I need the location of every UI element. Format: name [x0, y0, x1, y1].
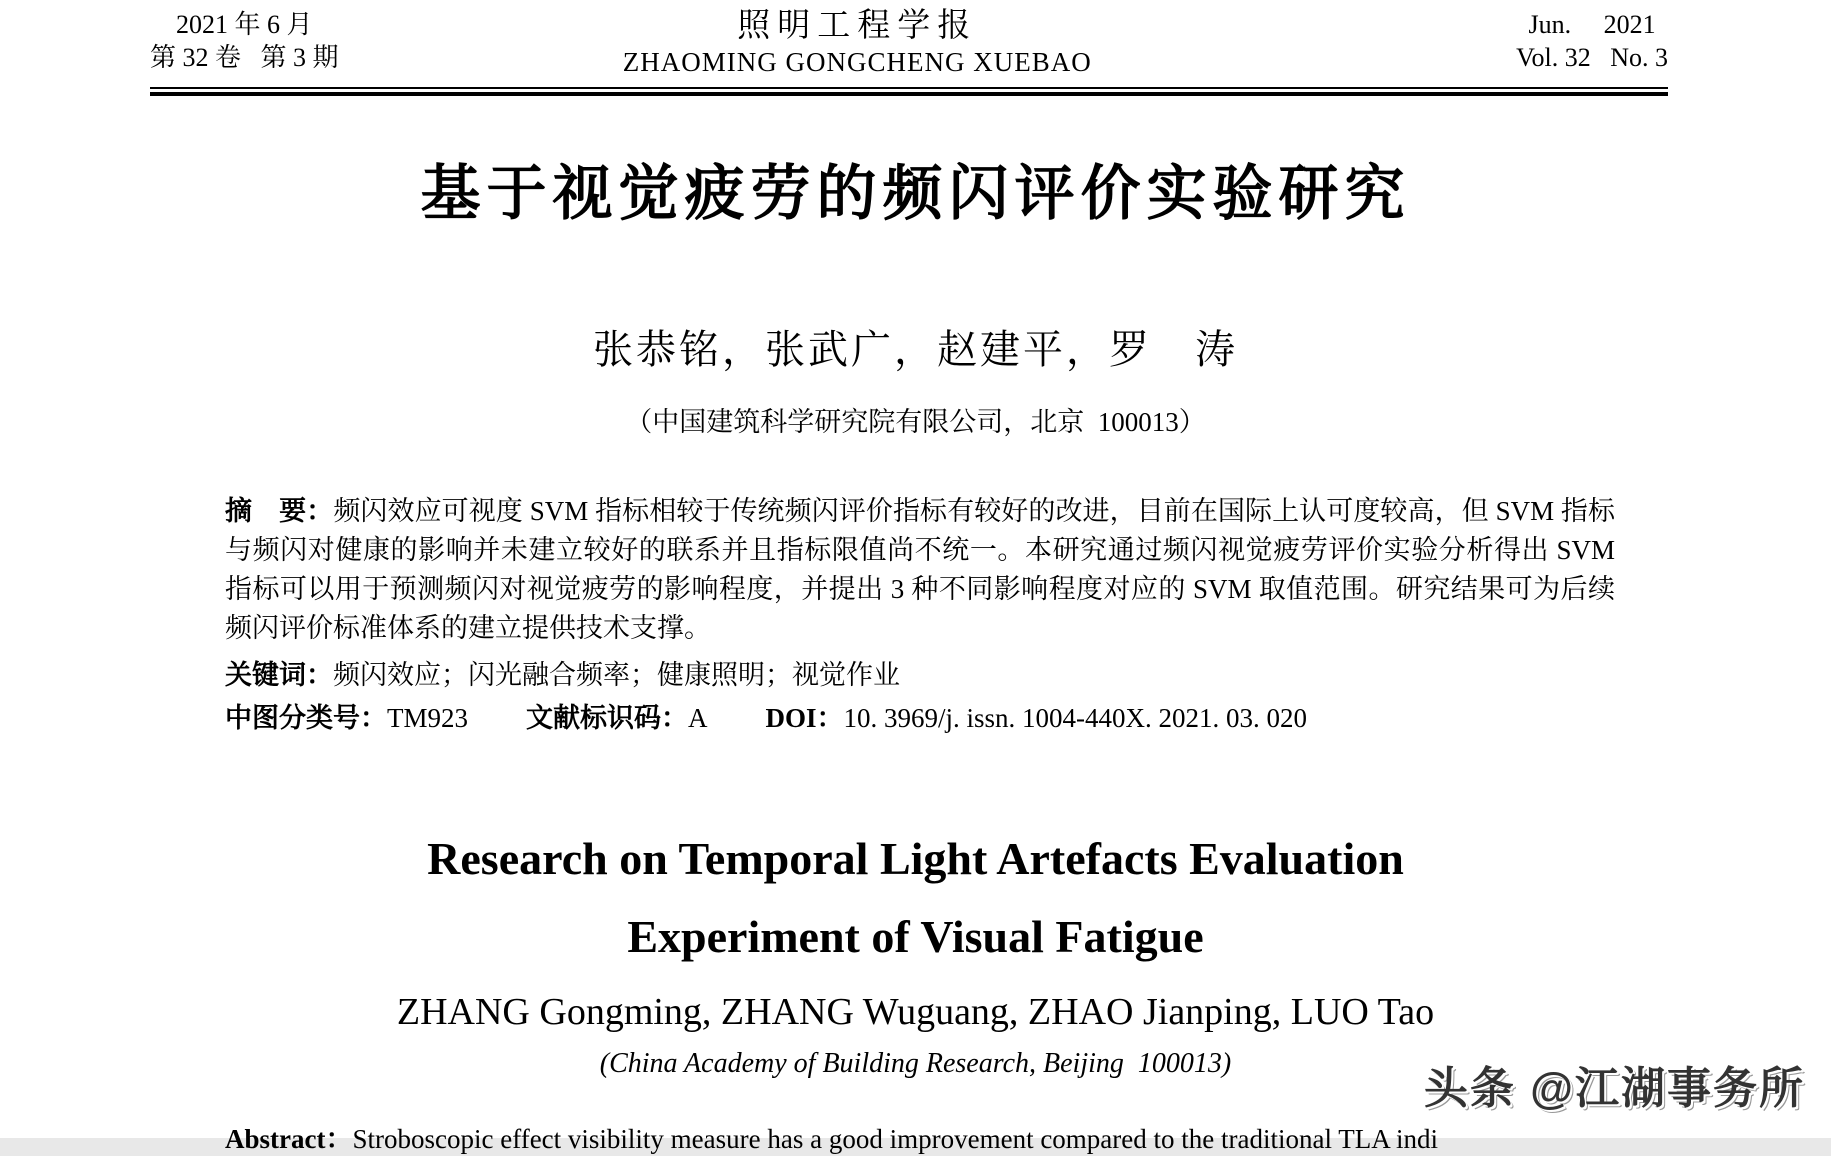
- divider-thick-line: [150, 92, 1668, 96]
- doc-code-value: A: [688, 703, 708, 733]
- issue-date-cn: 2021 年 6 月: [176, 10, 313, 39]
- clc-value: TM923: [387, 703, 468, 733]
- keywords-label: 关键词：: [225, 660, 333, 690]
- article-title-en-line1: Research on Temporal Light Artefacts Evaluation: [427, 833, 1404, 884]
- clc-label: 中图分类号：: [225, 703, 387, 733]
- issue-date-en: Jun. 2021: [1528, 10, 1656, 39]
- volume-issue-en: Vol. 32 No. 3: [1516, 43, 1668, 72]
- affiliation-cn: （中国建筑科学研究院有限公司，北京 100013）: [625, 407, 1206, 437]
- authors-cn: 张恭铭，张武广，赵建平，罗 涛: [593, 327, 1238, 372]
- article-title-en: [0, 820, 1831, 976]
- volume-issue-cn: 第 32 卷 第 3 期: [150, 43, 339, 72]
- divider-thin-line: [150, 87, 1668, 89]
- journal-name-cn: 照明工程学报: [737, 8, 978, 44]
- abstract-en-clipped-line: [225, 1123, 1615, 1154]
- affiliation-en: (China Academy of Building Research, Beijing 100013): [599, 1048, 1232, 1079]
- classification-line: [225, 699, 1615, 738]
- abstract-en-text: Stroboscopic effect visibility measure has a good improvement compared to the traditional TLA indi: [352, 1124, 1438, 1154]
- doc-code-label: 文献标识码：: [526, 703, 688, 733]
- watermark-toutiao: 头条 @江湖事务所: [1423, 1064, 1805, 1113]
- issue-date-block: [150, 8, 339, 74]
- issue-date-block-en: [1516, 8, 1668, 74]
- keywords-text: 频闪效应；闪光融合频率；健康照明；视觉作业: [333, 660, 900, 690]
- keywords-line: [225, 656, 1615, 695]
- abstract-text: 频闪效应可视度 SVM 指标相较于传统频闪评价指标有较好的改进，目前在国际上认可度较高，但 SVM 指标与频闪对健康的影响并未建立较好的联系并且指标限值尚不统一。本研究通过频闪视觉疲劳评价实验分析得出 SVM 指标可以用于预测频闪对视觉疲劳的影响程度，并提出 3 种不同影响程度对应的 SVM 取值范围。研究结果可为后续频闪评价标准体系的建立提供技术支撑。: [225, 496, 1616, 643]
- abstract-label: 摘 要：: [225, 496, 334, 526]
- journal-name-block: [623, 8, 1092, 79]
- authors-en: ZHANG Gongming, ZHANG Wuguang, ZHAO Jianping, LUO Tao: [396, 991, 1435, 1033]
- abstract-section: [225, 492, 1615, 738]
- abstract-en-label: Abstract：: [225, 1124, 353, 1154]
- doi-label: DOI：: [765, 703, 844, 733]
- abstract-paragraph: [225, 492, 1615, 648]
- journal-masthead: [150, 8, 1668, 79]
- doi-value: 10. 3969/j. issn. 1004-440X. 2021. 03. 020: [843, 703, 1308, 733]
- article-title-cn: 基于视觉疲劳的频闪评价实验研究: [420, 161, 1411, 227]
- masthead-divider: [150, 87, 1668, 96]
- journal-name-pinyin: ZHAOMING GONGCHENG XUEBAO: [622, 47, 1092, 77]
- article-title-en-line2: Experiment of Visual Fatigue: [627, 911, 1204, 962]
